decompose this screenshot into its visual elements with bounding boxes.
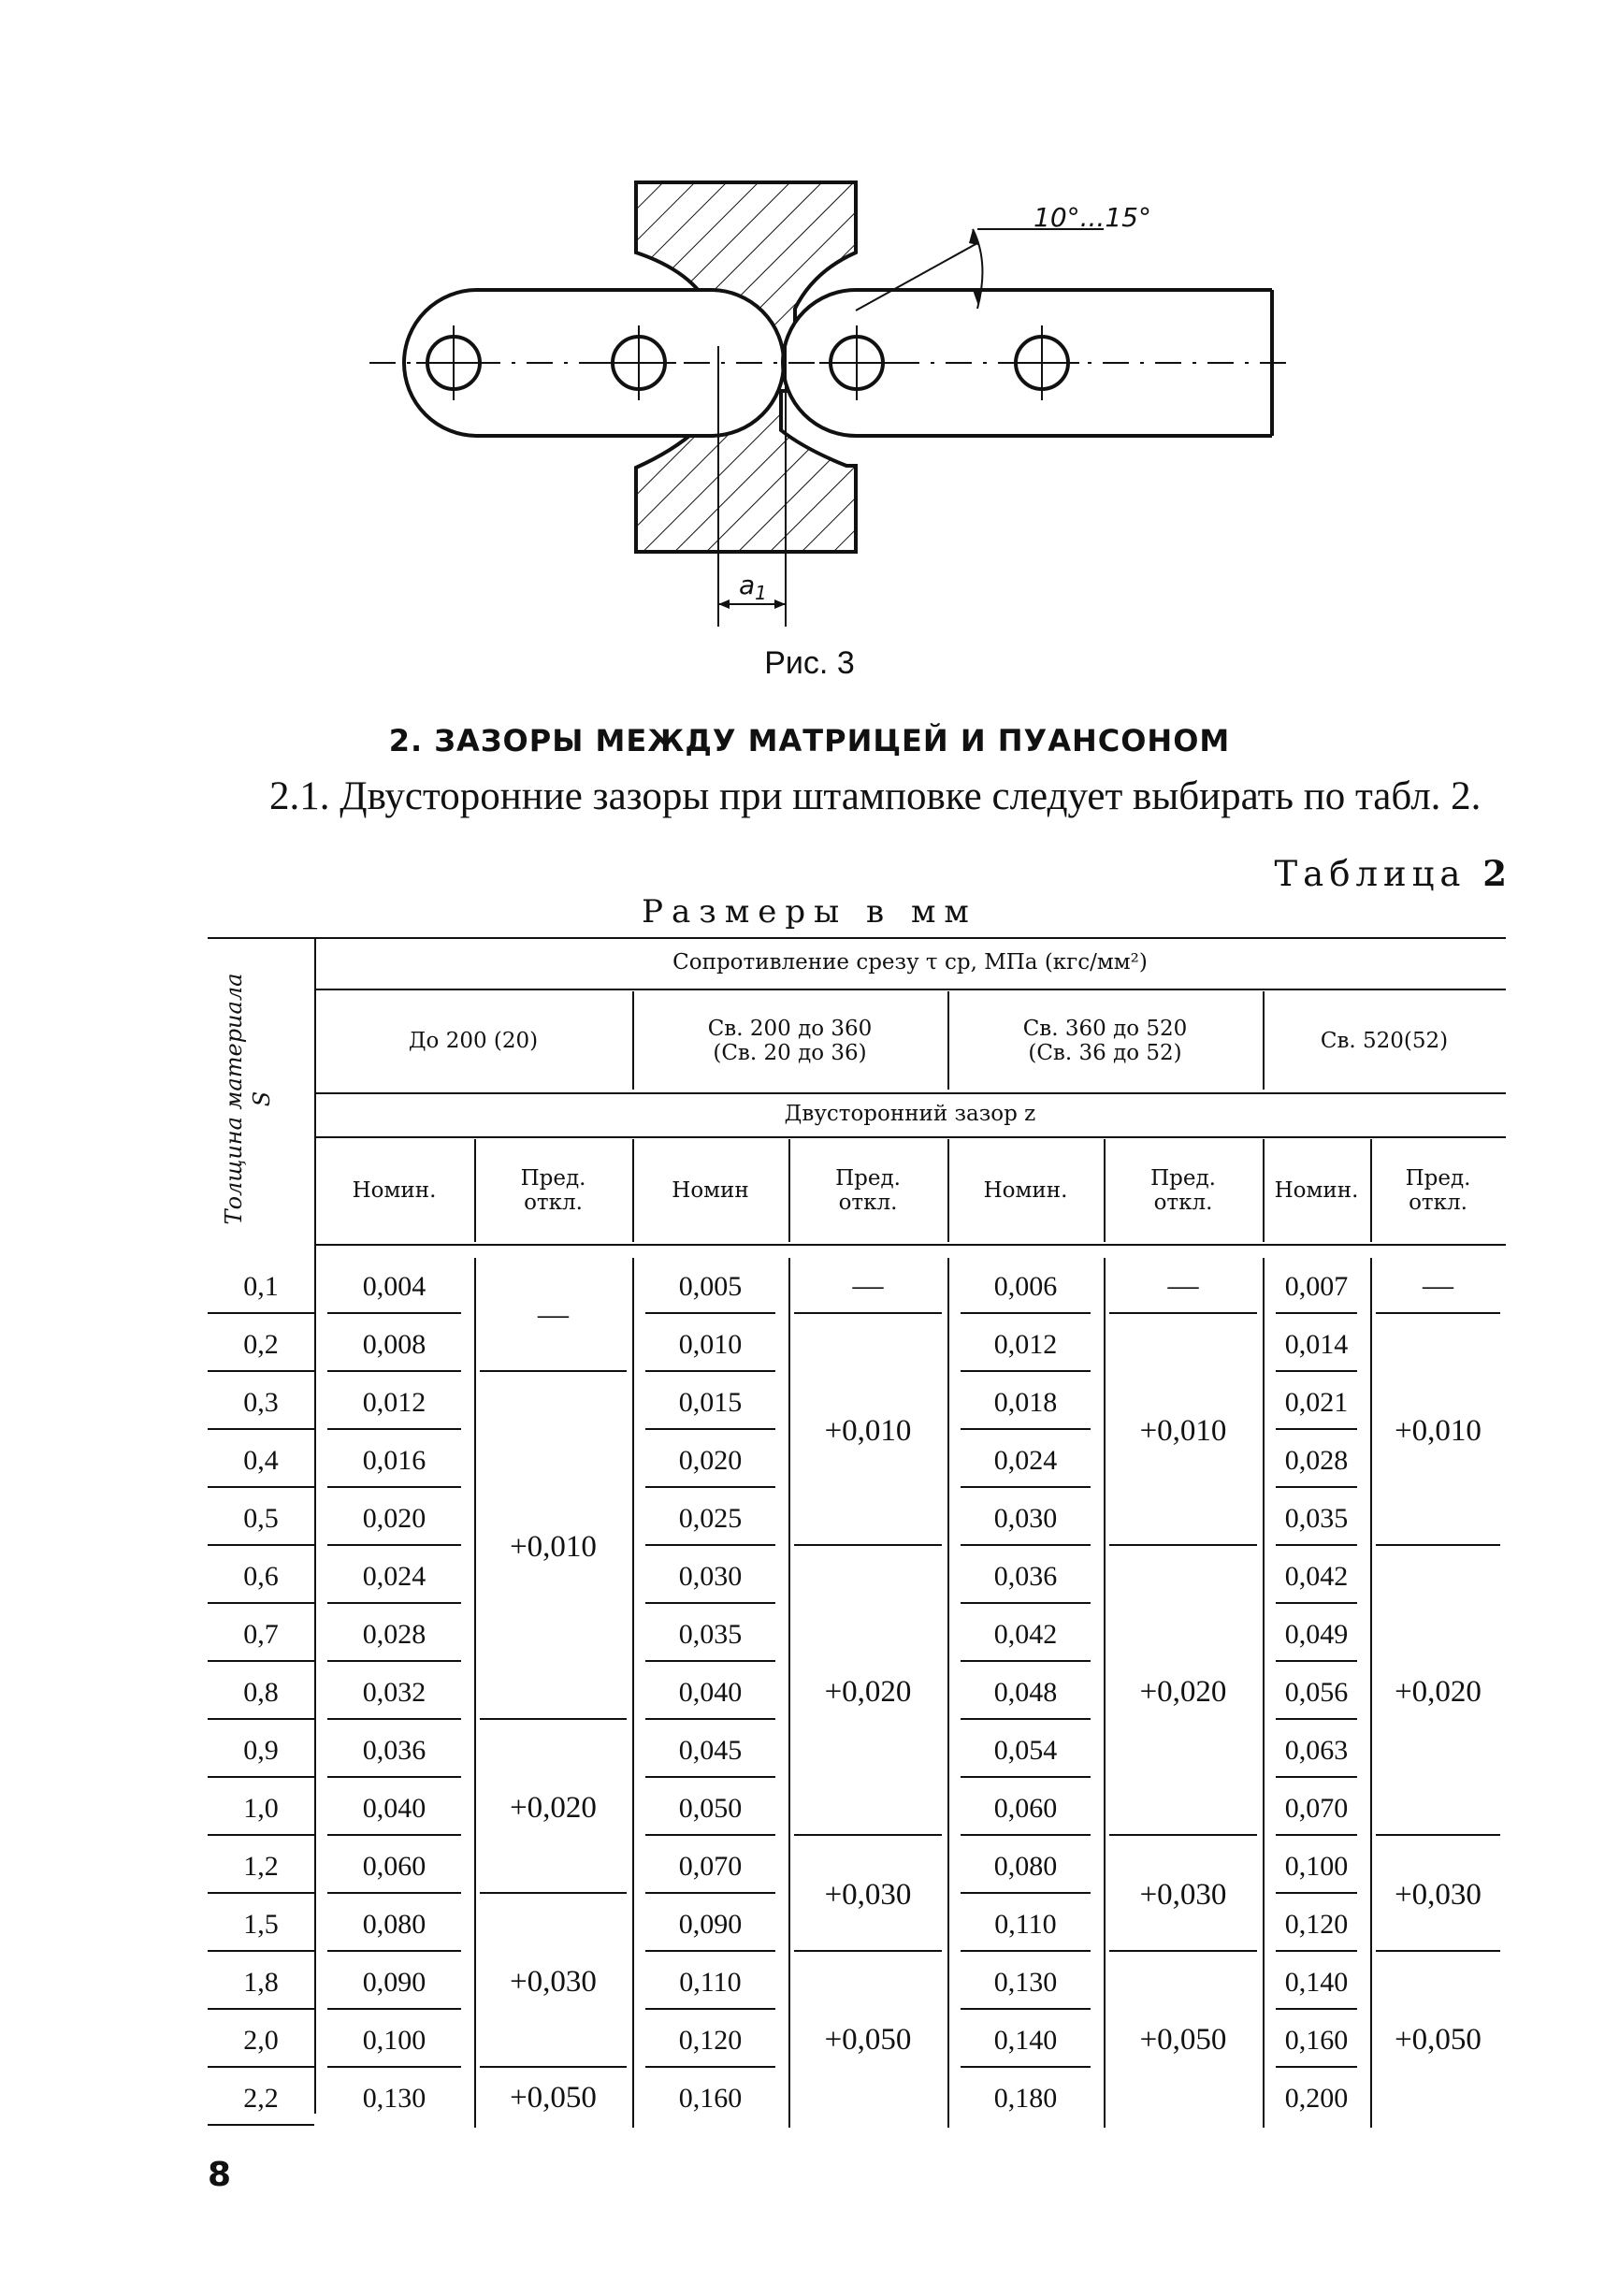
deviation-cell: +0,050 <box>510 2081 597 2115</box>
page-number: 8 <box>208 2156 232 2194</box>
nominal-cell: 0,018 <box>993 1386 1058 1418</box>
group-rule <box>1109 1950 1257 1952</box>
row-rule <box>645 1718 775 1720</box>
row-rule <box>1276 1950 1357 1952</box>
group-rule <box>794 1834 942 1836</box>
deviation-cell: — <box>1423 1269 1453 1304</box>
deviation-cell: — <box>1167 1269 1199 1304</box>
row-rule <box>1276 1544 1357 1546</box>
nominal-cell: 0,025 <box>678 1502 743 1534</box>
row-rule <box>645 2008 775 2010</box>
nominal-cell: 0,012 <box>993 1328 1058 1360</box>
row-rule <box>961 1370 1091 1372</box>
column-header: Номин. <box>983 1177 1068 1203</box>
row-rule <box>327 1486 461 1488</box>
deviation-cell: +0,010 <box>824 1414 912 1449</box>
nominal-cell: 0,160 <box>678 2082 743 2114</box>
row-rule <box>327 1544 461 1546</box>
nominal-cell: 0,056 <box>1284 1676 1349 1708</box>
nominal-cell: 0,040 <box>678 1676 743 1708</box>
deviation-cell: +0,010 <box>510 1530 597 1565</box>
group-header: Сопротивление срезу τ ср, МПа (кгс/мм²) <box>672 950 1148 975</box>
row-rule <box>208 1544 314 1546</box>
row-rule <box>208 1660 314 1662</box>
row-rule <box>961 1660 1091 1662</box>
thickness-cell: 0,3 <box>243 1386 279 1418</box>
nominal-cell: 0,100 <box>362 2024 426 2056</box>
nominal-cell: 0,042 <box>1284 1560 1349 1592</box>
deviation-cell: +0,020 <box>1139 1675 1227 1710</box>
dimension-subscript: 1 <box>755 582 767 604</box>
range-header: Св. 200 до 360 (Св. 20 до 36) <box>707 1016 873 1065</box>
paragraph-2-1: 2.1. Двусторонние зазоры при штамповке следует выбирать по табл. 2. <box>269 774 1482 818</box>
row-rule <box>645 1602 775 1604</box>
group-rule <box>480 2066 627 2068</box>
range-header: До 200 (20) <box>408 1028 539 1053</box>
row-rule <box>961 1776 1091 1778</box>
group-rule <box>1376 1544 1500 1546</box>
row-rule <box>961 1834 1091 1836</box>
deviation-cell: +0,030 <box>1395 1878 1482 1913</box>
row-rule <box>645 1834 775 1836</box>
section-heading: 2. ЗАЗОРЫ МЕЖДУ МАТРИЦЕЙ И ПУАНСОНОМ <box>388 723 1231 758</box>
group-rule <box>794 1312 942 1314</box>
group-rule <box>480 1718 627 1720</box>
nominal-cell: 0,060 <box>993 1792 1058 1824</box>
row-rule <box>327 1834 461 1836</box>
nominal-cell: 0,016 <box>362 1444 426 1476</box>
row-rule <box>327 1718 461 1720</box>
row-rule <box>645 1312 775 1314</box>
nominal-cell: 0,100 <box>1284 1850 1349 1882</box>
row-rule <box>1276 1718 1357 1720</box>
row-header: Толщина материала S <box>221 973 275 1225</box>
nominal-cell: 0,030 <box>678 1560 743 1592</box>
row-rule <box>1276 2008 1357 2010</box>
nominal-cell: 0,048 <box>993 1676 1058 1708</box>
deviation-cell: +0,050 <box>824 2023 912 2058</box>
nominal-cell: 0,020 <box>678 1444 743 1476</box>
nominal-cell: 0,045 <box>678 1734 743 1766</box>
nominal-cell: 0,021 <box>1284 1386 1349 1418</box>
row-rule <box>208 1486 314 1488</box>
row-rule <box>961 1312 1091 1314</box>
row-rule <box>645 1776 775 1778</box>
column-header: Пред. откл. <box>835 1165 901 1215</box>
thickness-cell: 0,6 <box>243 1560 279 1592</box>
nominal-cell: 0,070 <box>1284 1792 1349 1824</box>
row-rule <box>327 1312 461 1314</box>
thickness-cell: 0,2 <box>243 1328 279 1360</box>
row-rule <box>1276 1834 1357 1836</box>
row-rule <box>208 1428 314 1430</box>
table-label-prefix: Таблица <box>1274 854 1467 894</box>
group-rule <box>1376 1312 1500 1314</box>
row-rule <box>645 1892 775 1894</box>
header-rule <box>314 1244 1506 1246</box>
row-rule <box>1276 1312 1357 1314</box>
header-rule <box>314 989 1506 990</box>
nominal-cell: 0,120 <box>1284 1908 1349 1940</box>
thickness-cell: 0,1 <box>243 1270 279 1302</box>
nominal-cell: 0,060 <box>362 1850 426 1882</box>
nominal-cell: 0,035 <box>1284 1502 1349 1534</box>
nominal-cell: 0,032 <box>362 1676 426 1708</box>
column-header: Номин. <box>352 1177 437 1203</box>
nominal-cell: 0,080 <box>362 1908 426 1940</box>
row-rule <box>645 2066 775 2068</box>
row-rule <box>1276 1486 1357 1488</box>
column-header: Пред. откл. <box>520 1165 586 1215</box>
row-rule <box>645 1428 775 1430</box>
nominal-cell: 0,007 <box>1284 1270 1349 1302</box>
row-rule <box>1276 1428 1357 1430</box>
table-label-number: 2 <box>1482 853 1507 894</box>
range-header: Св. 520(52) <box>1320 1028 1449 1053</box>
row-rule <box>327 2066 461 2068</box>
deviation-cell: — <box>538 1298 569 1333</box>
row-rule <box>327 1370 461 1372</box>
row-rule <box>1276 1660 1357 1662</box>
group-rule <box>794 1950 942 1952</box>
header-rule <box>314 1136 1506 1138</box>
group-rule <box>480 1370 627 1372</box>
nominal-cell: 0,035 <box>678 1618 743 1650</box>
row-rule <box>327 1428 461 1430</box>
nominal-cell: 0,028 <box>362 1618 426 1650</box>
row-rule <box>961 1950 1091 1952</box>
nominal-cell: 0,008 <box>362 1328 426 1360</box>
nominal-cell: 0,090 <box>362 1966 426 1998</box>
nominal-cell: 0,140 <box>1284 1966 1349 1998</box>
deviation-cell: +0,030 <box>824 1878 912 1913</box>
nominal-cell: 0,042 <box>993 1618 1058 1650</box>
nominal-cell: 0,036 <box>362 1734 426 1766</box>
range-header: Св. 360 до 520 (Св. 36 до 52) <box>1022 1016 1188 1065</box>
thickness-cell: 1,2 <box>243 1850 279 1882</box>
nominal-cell: 0,024 <box>993 1444 1058 1476</box>
row-rule <box>327 1776 461 1778</box>
nominal-cell: 0,030 <box>993 1502 1058 1534</box>
row-rule <box>208 1950 314 1952</box>
row-rule <box>208 1892 314 1894</box>
thickness-cell: 0,7 <box>243 1618 279 1650</box>
thickness-cell: 2,2 <box>243 2082 279 2114</box>
thickness-cell: 1,0 <box>243 1792 279 1824</box>
nominal-cell: 0,012 <box>362 1386 426 1418</box>
nominal-cell: 0,130 <box>993 1966 1058 1998</box>
nominal-cell: 0,020 <box>362 1502 426 1534</box>
row-rule <box>327 1892 461 1894</box>
table-label <box>1274 853 1507 894</box>
row-rule <box>961 2066 1091 2068</box>
thickness-cell: 0,5 <box>243 1502 279 1534</box>
nominal-cell: 0,024 <box>362 1560 426 1592</box>
row-rule <box>208 1776 314 1778</box>
thickness-cell: 0,8 <box>243 1676 279 1708</box>
row-rule <box>208 1834 314 1836</box>
deviation-cell: +0,050 <box>1395 2023 1482 2058</box>
row-rule <box>961 2008 1091 2010</box>
group-rule <box>1376 1834 1500 1836</box>
row-rule <box>208 2124 314 2126</box>
row-rule <box>1276 1602 1357 1604</box>
group-rule <box>1109 1544 1257 1546</box>
row-rule <box>208 2066 314 2068</box>
group-rule <box>1109 1312 1257 1314</box>
nominal-cell: 0,200 <box>1284 2082 1349 2114</box>
group-rule <box>1109 1834 1257 1836</box>
deviation-cell: +0,020 <box>1395 1675 1482 1710</box>
nominal-cell: 0,049 <box>1284 1618 1349 1650</box>
row-rule <box>961 1486 1091 1488</box>
row-rule <box>208 1370 314 1372</box>
group-rule <box>480 1892 627 1894</box>
nominal-cell: 0,004 <box>362 1270 426 1302</box>
nominal-cell: 0,140 <box>993 2024 1058 2056</box>
units-label: Размеры в мм <box>642 893 977 931</box>
dimension-letter: a <box>739 570 756 600</box>
deviation-cell: +0,020 <box>510 1791 597 1826</box>
column-header: Номин <box>672 1177 749 1203</box>
nominal-cell: 0,015 <box>678 1386 743 1418</box>
nominal-cell: 0,070 <box>678 1850 743 1882</box>
column-header: Номин. <box>1274 1177 1359 1203</box>
nominal-cell: 0,080 <box>993 1850 1058 1882</box>
column-header: Пред. откл. <box>1150 1165 1216 1215</box>
nominal-cell: 0,040 <box>362 1792 426 1824</box>
row-rule <box>961 1544 1091 1546</box>
group-rule <box>794 1544 942 1546</box>
group-rule <box>1376 1950 1500 1952</box>
row-rule <box>645 1544 775 1546</box>
row-rule <box>645 1950 775 1952</box>
nominal-cell: 0,180 <box>993 2082 1058 2114</box>
nominal-cell: 0,160 <box>1284 2024 1349 2056</box>
nominal-cell: 0,028 <box>1284 1444 1349 1476</box>
deviation-cell: +0,030 <box>510 1965 597 2000</box>
angle-label: 10°...15° <box>1034 202 1151 233</box>
row-rule <box>645 1486 775 1488</box>
nominal-cell: 0,120 <box>678 2024 743 2056</box>
deviation-cell: +0,050 <box>1139 2023 1227 2058</box>
thickness-cell: 0,4 <box>243 1444 279 1476</box>
row-rule <box>327 1602 461 1604</box>
nominal-cell: 0,090 <box>678 1908 743 1940</box>
row-rule <box>327 1660 461 1662</box>
column-header: Пред. откл. <box>1405 1165 1471 1215</box>
deviation-cell: — <box>852 1269 884 1304</box>
row-rule <box>1276 1370 1357 1372</box>
deviation-cell: +0,010 <box>1395 1414 1482 1449</box>
row-rule <box>1276 1776 1357 1778</box>
row-rule <box>961 1892 1091 1894</box>
row-rule <box>961 1428 1091 1430</box>
nominal-cell: 0,063 <box>1284 1734 1349 1766</box>
row-rule <box>327 2008 461 2010</box>
thickness-cell: 0,9 <box>243 1734 279 1766</box>
dimension-label <box>739 570 767 604</box>
row-rule <box>208 2008 314 2010</box>
nominal-cell: 0,054 <box>993 1734 1058 1766</box>
row-rule <box>208 1312 314 1314</box>
nominal-cell: 0,014 <box>1284 1328 1349 1360</box>
nominal-cell: 0,005 <box>678 1270 743 1302</box>
row-rule <box>327 1950 461 1952</box>
nominal-cell: 0,010 <box>678 1328 743 1360</box>
row-rule <box>961 1602 1091 1604</box>
row-rule <box>1276 1892 1357 1894</box>
thickness-cell: 2,0 <box>243 2024 279 2056</box>
thickness-cell: 1,8 <box>243 1966 279 1998</box>
deviation-cell: +0,020 <box>824 1675 912 1710</box>
row-rule <box>645 1370 775 1372</box>
deviation-cell: +0,030 <box>1139 1878 1227 1913</box>
nominal-cell: 0,050 <box>678 1792 743 1824</box>
nominal-cell: 0,130 <box>362 2082 426 2114</box>
row-rule <box>1276 2066 1357 2068</box>
row-rule <box>208 1718 314 1720</box>
nominal-cell: 0,110 <box>994 1908 1057 1940</box>
row-rule <box>208 1602 314 1604</box>
thickness-cell: 1,5 <box>243 1908 279 1940</box>
clearance-subheader: Двусторонний зазор z <box>784 1102 1036 1127</box>
nominal-cell: 0,006 <box>993 1270 1058 1302</box>
nominal-cell: 0,110 <box>679 1966 742 1998</box>
row-rule <box>645 1660 775 1662</box>
figure-3-drawing <box>337 159 1291 636</box>
row-rule <box>961 1718 1091 1720</box>
figure-caption: Рис. 3 <box>764 645 855 681</box>
deviation-cell: +0,010 <box>1139 1414 1227 1449</box>
nominal-cell: 0,036 <box>993 1560 1058 1592</box>
